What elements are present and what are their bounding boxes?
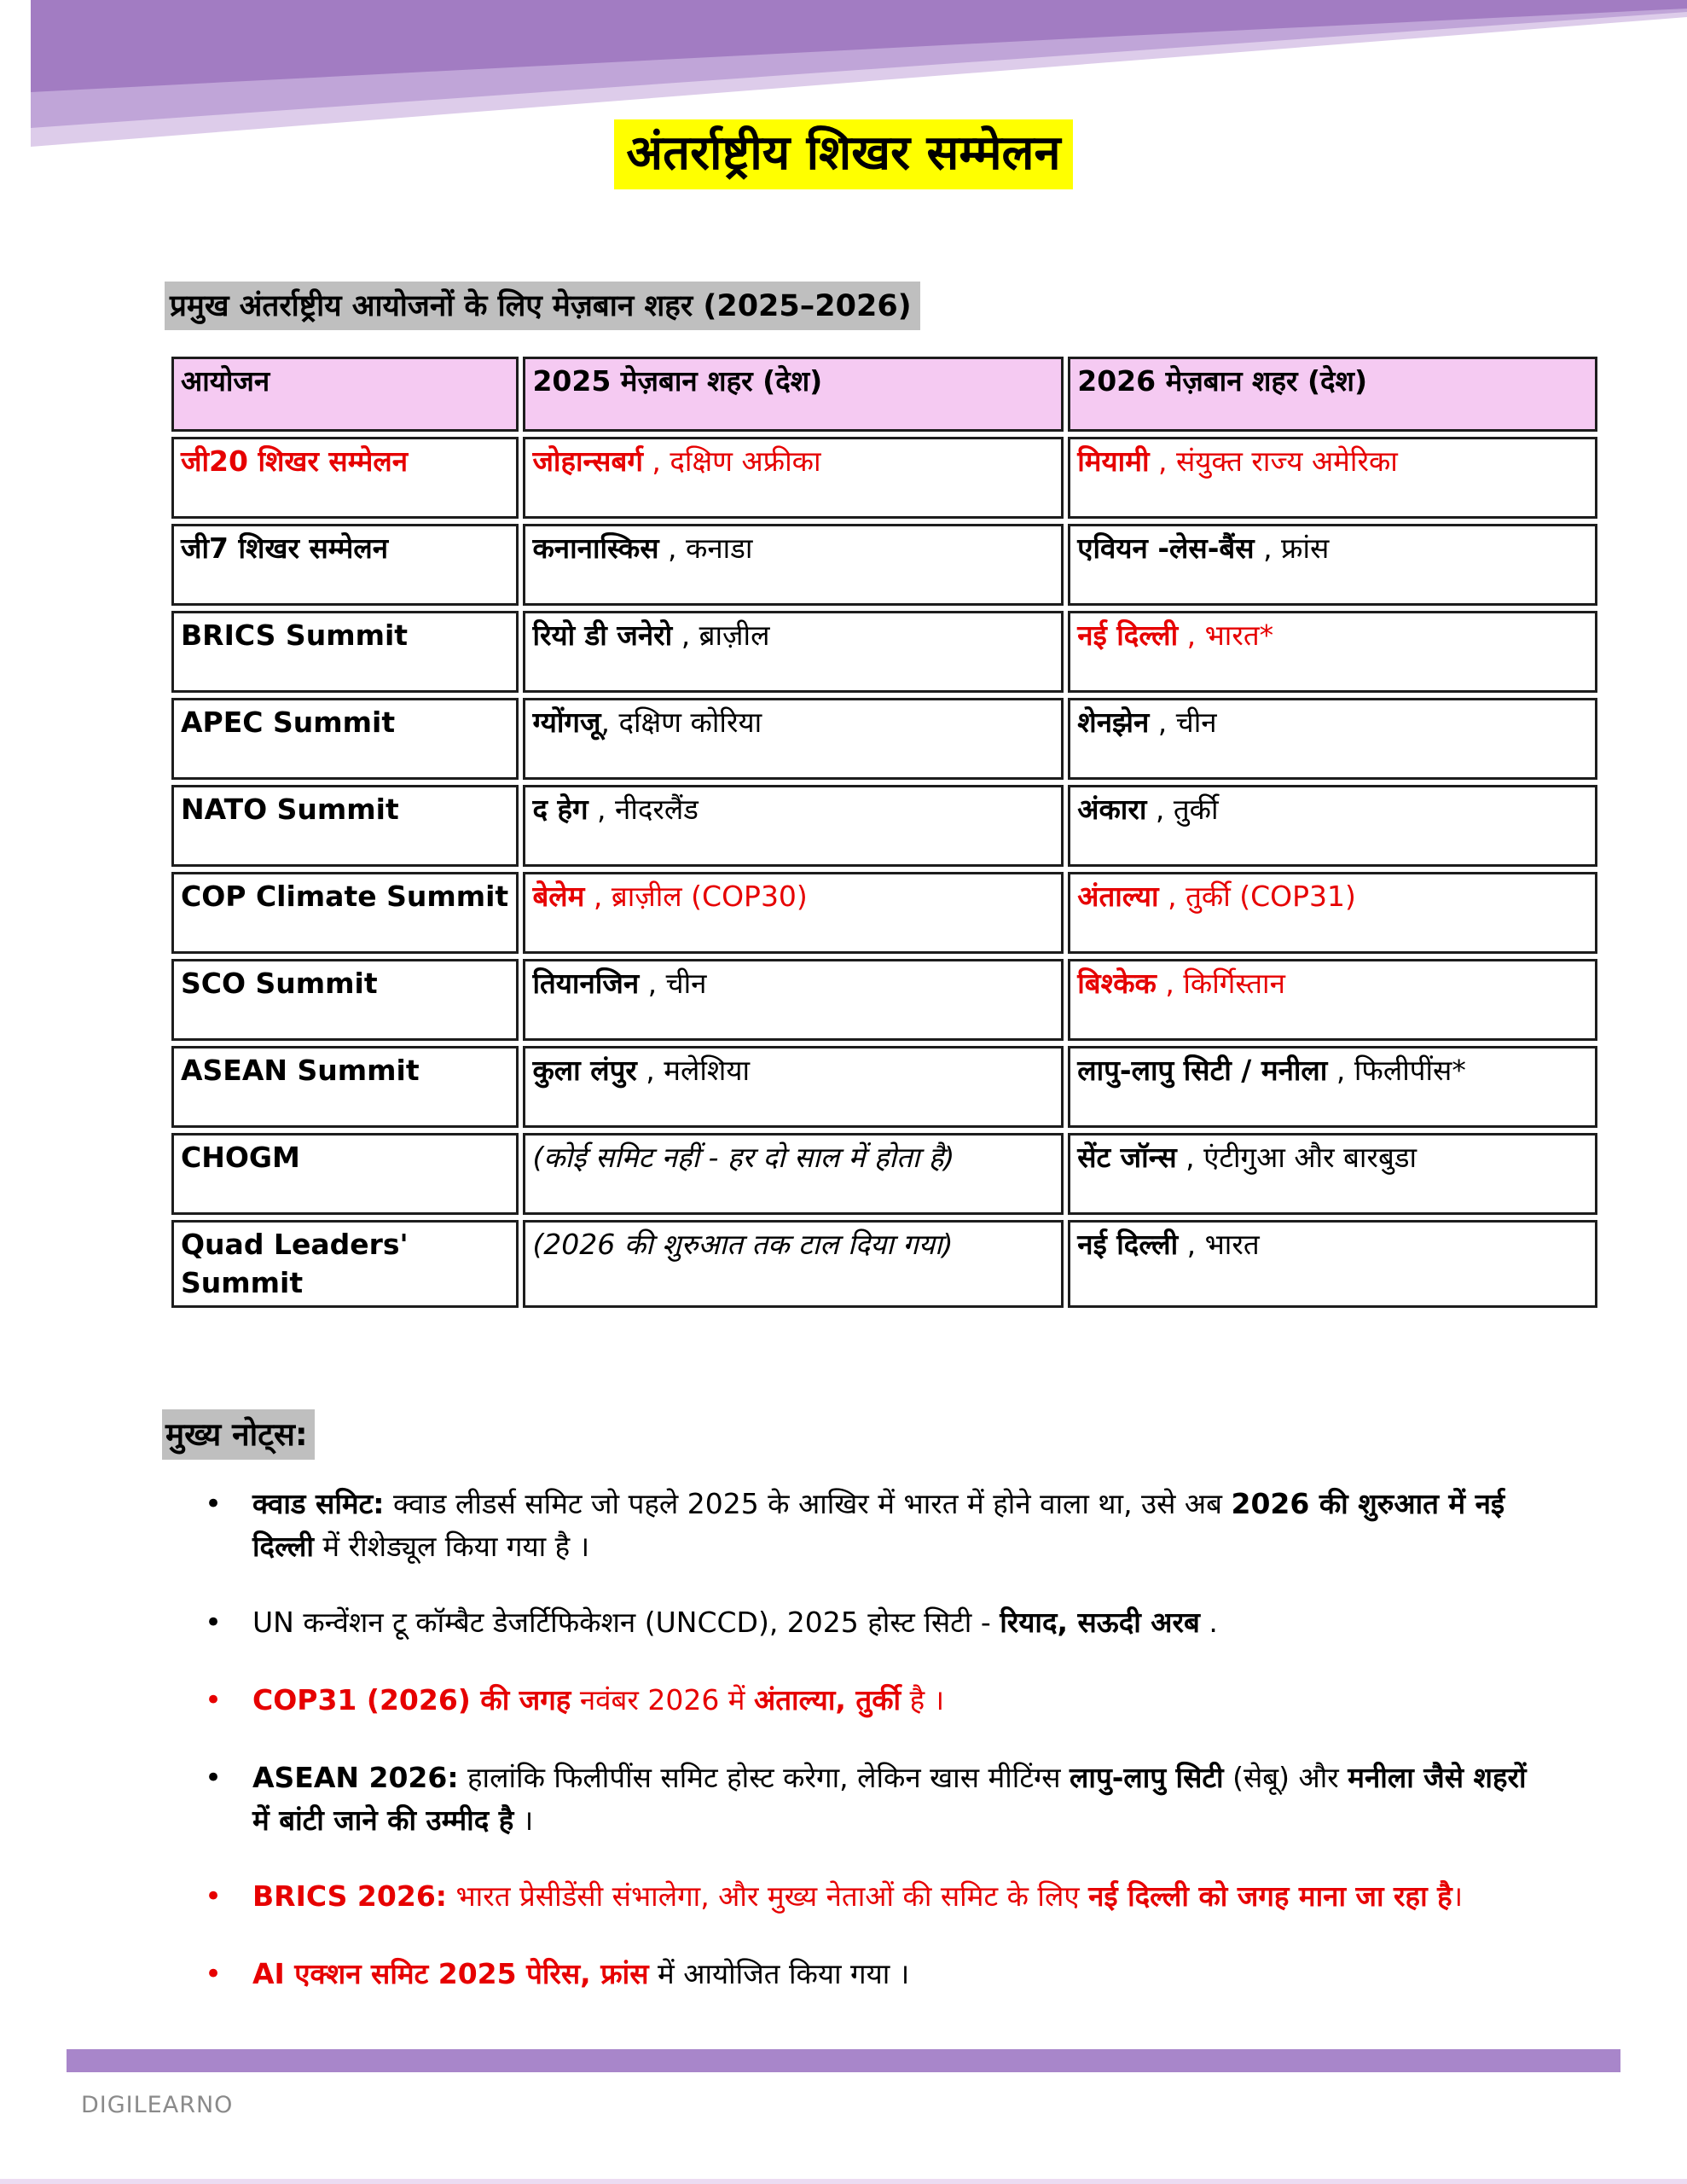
table-cell <box>1068 1220 1597 1308</box>
text-segment: मियामी <box>1077 444 1150 478</box>
table-cell <box>1068 785 1597 867</box>
text-segment: , फ्रांस <box>1254 531 1330 565</box>
text-segment: मनीला जैसे शहरों में बांटी जाने की उम्मीद है <box>252 1761 1527 1837</box>
text-segment: , ब्राज़ील (COP30) <box>584 880 808 913</box>
text-segment: जोहान्सबर्ग <box>532 444 643 478</box>
text-segment: (सेबू) और <box>1223 1761 1348 1794</box>
text-segment: बिश्केक <box>1077 967 1157 1000</box>
table-row <box>171 1220 1597 1308</box>
note-bullet <box>205 1679 1535 1722</box>
table-cell <box>171 611 519 693</box>
table-row <box>171 1046 1597 1128</box>
text-segment: कनानास्किस <box>532 531 659 565</box>
text-segment: , चीन <box>1149 706 1217 739</box>
text-segment: 2026 की शुरुआत में नई दिल्ली <box>252 1487 1505 1563</box>
text-segment: , दक्षिण कोरिया <box>600 706 762 739</box>
text-segment: में आयोजित किया गया । <box>648 1957 910 1990</box>
column-header: आयोजन <box>171 357 519 432</box>
text-segment: हालांकि फिलीपींस समिट होस्ट करेगा, लेकिन खास मीटिंग्स <box>458 1761 1070 1794</box>
text-segment: जी20 शिखर सम्मेलन <box>181 444 409 478</box>
table-cell <box>523 1133 1064 1215</box>
table-cell <box>1068 437 1597 519</box>
text-segment: में रीशेड्यूल किया गया है । <box>313 1529 590 1563</box>
table-cell <box>523 698 1064 780</box>
table-cell <box>523 959 1064 1041</box>
note-bullet <box>205 1601 1535 1645</box>
section-subtitle: प्रमुख अंतर्राष्ट्रीय आयोजनों के लिए मेज़बान शहर (2025–2026) <box>165 282 920 330</box>
table-row <box>171 698 1597 780</box>
table-cell <box>1068 1046 1597 1128</box>
text-segment: , भारत <box>1178 1228 1260 1261</box>
text-segment: ग्योंगजू <box>532 706 601 739</box>
text-segment: भारत प्रेसीडेंसी संभालेगा, और मुख्य नेताओं की समिट के लिए <box>446 1879 1089 1913</box>
note-text <box>252 1483 1535 1567</box>
table-cell <box>523 785 1064 867</box>
table-cell <box>1068 524 1597 606</box>
text-segment: । <box>1452 1879 1464 1913</box>
text-segment: , तुर्की (COP31) <box>1158 880 1356 913</box>
table-cell <box>1068 698 1597 780</box>
table-cell <box>171 1220 519 1308</box>
table-cell <box>523 1220 1064 1308</box>
text-segment: , संयुक्त राज्य अमेरिका <box>1149 444 1398 478</box>
bullet-dot-icon: • <box>205 1606 223 1640</box>
text-segment: । <box>513 1803 534 1837</box>
table-cell <box>1068 959 1597 1041</box>
text-segment: , दक्षिण अफ्रीका <box>642 444 821 478</box>
text-segment: क्वाड लीडर्स समिट जो पहले 2025 के आखिर में भारत में होने वाला था, उसे अब <box>384 1487 1232 1520</box>
text-segment: , एंटीगुआ और बारबुडा <box>1176 1141 1417 1174</box>
text-segment: लापु-लापु सिटी <box>1070 1761 1224 1794</box>
table-cell <box>171 1133 519 1215</box>
table-cell <box>171 872 519 954</box>
text-segment: नई दिल्ली <box>1077 1228 1179 1261</box>
text-segment: एवियन -लेस-बैंस <box>1077 531 1255 565</box>
note-bullet <box>205 1875 1535 1919</box>
table-cell <box>171 524 519 606</box>
table-cell <box>171 698 519 780</box>
table-row <box>171 611 1597 693</box>
text-segment: क्वाड समिट: <box>252 1487 385 1520</box>
text-segment: सेंट जॉन्स <box>1077 1141 1177 1174</box>
text-segment: नई दिल्ली <box>1077 619 1179 652</box>
text-segment: BRICS Summit <box>181 619 409 652</box>
text-segment: APEC Summit <box>181 706 396 739</box>
table-cell <box>171 1046 519 1128</box>
notes-heading: मुख्य नोट्स: <box>162 1409 315 1460</box>
note-text <box>252 1875 1535 1919</box>
text-segment: CHOGM <box>181 1141 300 1174</box>
table-cell <box>1068 1133 1597 1215</box>
text-segment: AI एक्शन समिट 2025 पेरिस, फ्रांस <box>252 1957 649 1990</box>
table-cell <box>523 1046 1064 1128</box>
table-cell <box>523 872 1064 954</box>
note-text <box>252 1601 1535 1645</box>
bullet-dot-icon: • <box>205 1957 223 1991</box>
text-segment: , किर्गिस्तान <box>1156 967 1285 1000</box>
text-segment: BRICS 2026: <box>252 1879 447 1913</box>
notes-list <box>205 1483 1535 2030</box>
table-header-row <box>171 357 1597 432</box>
text-segment: , मलेशिया <box>636 1054 751 1087</box>
host-cities-table <box>167 351 1602 1313</box>
text-segment: NATO Summit <box>181 793 399 826</box>
note-bullet <box>205 1757 1535 1841</box>
text-segment: रियो डी जनेरो <box>532 619 673 652</box>
text-segment: अंताल्या, तुर्की <box>754 1683 901 1716</box>
text-segment: ASEAN 2026: <box>252 1761 459 1794</box>
text-segment: , ब्राज़ील <box>672 619 770 652</box>
table-cell <box>1068 611 1597 693</box>
text-segment: (कोई समिट नहीं - हर दो साल में होता है) <box>532 1141 955 1174</box>
text-segment: , तुर्की <box>1146 793 1219 826</box>
text-segment: कुला लंपुर <box>532 1054 637 1087</box>
text-segment: COP31 (2026) की जगह <box>252 1683 571 1716</box>
text-segment: ASEAN Summit <box>181 1054 420 1087</box>
page-title: अंतर्राष्ट्रीय शिखर सम्मेलन <box>614 119 1072 189</box>
text-segment: , नीदरलैंड <box>588 793 699 826</box>
table-cell <box>1068 872 1597 954</box>
bullet-dot-icon: • <box>205 1683 223 1717</box>
bullet-dot-icon: • <box>205 1879 223 1914</box>
table-row <box>171 1133 1597 1215</box>
note-text <box>252 1757 1535 1841</box>
text-segment: COP Climate Summit <box>181 880 509 913</box>
footer-divider-bar <box>67 2049 1620 2072</box>
text-segment: तियानजिन <box>532 967 640 1000</box>
text-segment: रियाद, सऊदी अरब <box>1000 1606 1200 1639</box>
table-row <box>171 524 1597 606</box>
table-cell <box>523 524 1064 606</box>
column-header: 2025 मेज़बान शहर (देश) <box>523 357 1064 432</box>
note-text <box>252 1953 1535 1996</box>
bullet-dot-icon: • <box>205 1761 223 1795</box>
text-segment: SCO Summit <box>181 967 378 1000</box>
bullet-dot-icon: • <box>205 1487 223 1521</box>
text-segment: , भारत* <box>1178 619 1274 652</box>
text-segment: जी7 शिखर सम्मेलन <box>181 531 389 565</box>
text-segment: अंताल्या <box>1077 880 1159 913</box>
text-segment: नवंबर 2026 में <box>571 1683 755 1716</box>
table-cell <box>523 611 1064 693</box>
table-cell <box>171 785 519 867</box>
table-cell <box>171 437 519 519</box>
note-bullet <box>205 1483 1535 1567</box>
text-segment: बेलेम <box>532 880 585 913</box>
text-segment: (2026 की शुरुआत तक टाल दिया गया) <box>532 1228 954 1261</box>
table-cell <box>523 437 1064 519</box>
column-header: 2026 मेज़बान शहर (देश) <box>1068 357 1597 432</box>
text-segment: UN कन्वेंशन टू कॉम्बैट डेजर्टिफिकेशन (UNCCD), 2025 होस्ट सिटी - <box>252 1606 1000 1639</box>
table-row <box>171 959 1597 1041</box>
text-segment: द हेग <box>532 793 588 826</box>
table-row <box>171 785 1597 867</box>
text-segment: , कनाडा <box>658 531 753 565</box>
text-segment: शेनझेन <box>1077 706 1150 739</box>
text-segment: . <box>1199 1606 1218 1639</box>
table-row <box>171 437 1597 519</box>
text-segment: , चीन <box>639 967 707 1000</box>
text-segment: लापु-लापु सिटी / मनीला <box>1077 1054 1328 1087</box>
text-segment: है । <box>901 1683 945 1716</box>
note-bullet <box>205 1953 1535 1996</box>
table-row <box>171 872 1597 954</box>
text-segment: अंकारा <box>1077 793 1147 826</box>
footer-brand: DIGILEARNO <box>81 2092 234 2118</box>
note-text <box>252 1679 1535 1722</box>
text-segment: नई दिल्ली को जगह माना जा रहा है <box>1088 1879 1452 1913</box>
page-bottom-edge <box>0 2179 1687 2184</box>
text-segment: , फिलीपींस* <box>1327 1054 1466 1087</box>
text-segment: Quad Leaders' Summit <box>181 1228 409 1299</box>
table-cell <box>171 959 519 1041</box>
